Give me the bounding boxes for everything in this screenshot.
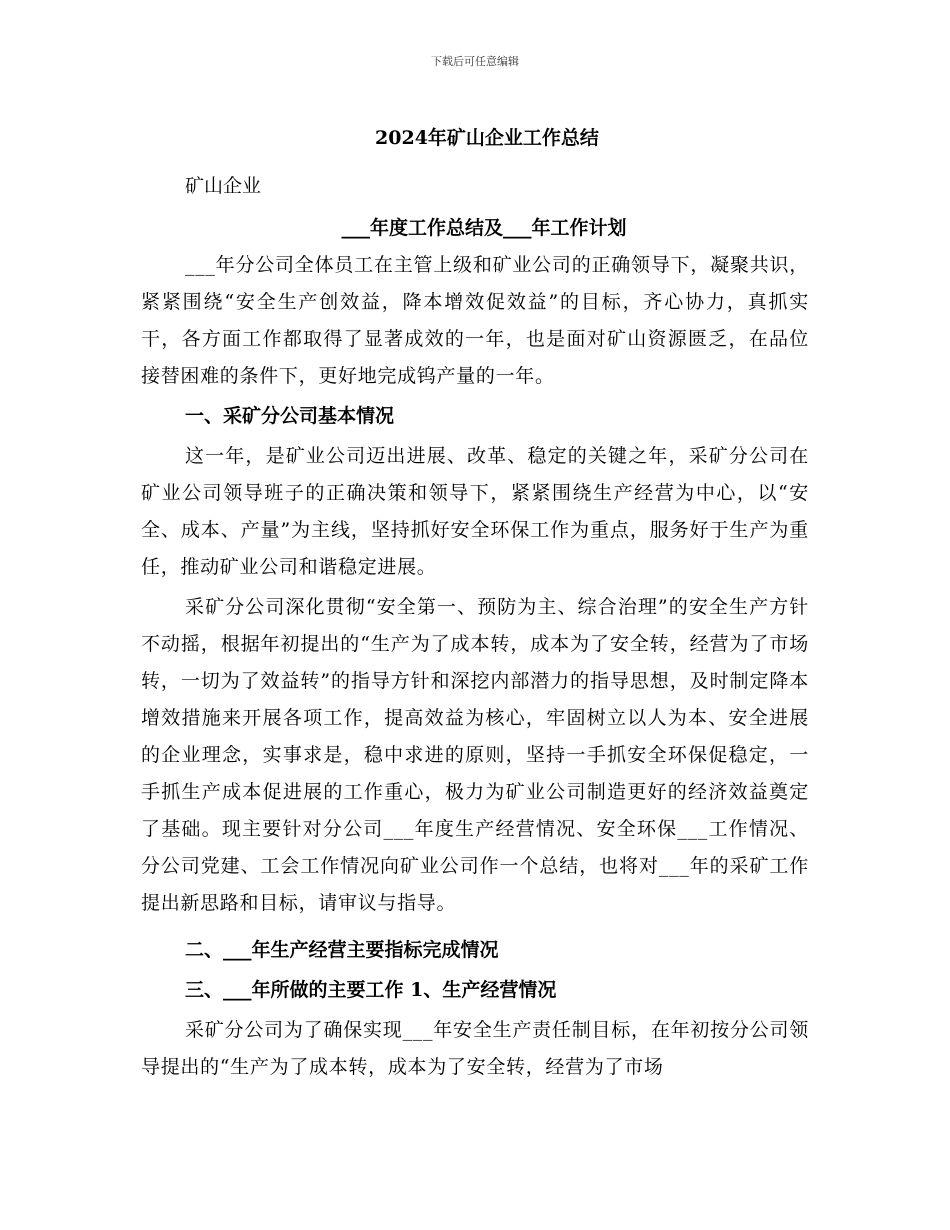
document-title: 2024年矿山企业工作总结	[375, 127, 599, 149]
document-subtitle: ___年度工作总结及___年工作计划	[341, 217, 627, 239]
section-1-heading: 一、采矿分公司基本情况	[185, 405, 395, 427]
intro-paragraph: ___年分公司全体员工在主管上级和矿业公司的正确领导下，凝聚共识，紧紧围绕“安全生产创效益，降本增效促效益”的目标，齐心协力，真抓实干，各方面工作都取得了显著成效的一年，也是面对矿山资源匮乏，在品位接替困难的条件下，更好地完成钨产量的一年。	[141, 254, 809, 387]
section-1-paragraph-1: 这一年，是矿业公司迈出进展、改革、稳定的关键之年，采矿分公司在矿业公司领导班子的正确决策和领导下，紧紧围绕生产经营为中心，以“安全、成本、产量”为主线，坚持抓好安全环保工作为重点，服务好于生产为重任，推动矿业公司和谐稳定进展。	[141, 445, 809, 578]
section-1-paragraph-2: 采矿分公司深化贯彻“安全第一、预防为主、综合治理”的安全生产方针不动摇，根据年初提出的“生产为了成本转，成本为了安全转，经营为了市场转，一切为了效益转”的指导方针和深挖内部潜力的指导思想，及时制定降本增效措施来开展各项工作，提高效益为核心，牢固树立以人为本、安全进展的企业理念，实事求是，稳中求进的原则，坚持一手抓安全环保促稳定，一手抓生产成本促进展的工作重心，极力为矿业公司制造更好的经济效益奠定了基础。现主要针对分公司___年度生产经营情况、安全环保___工作情况、分公司党建、工会工作情况向矿业公司作一个总结，也将对___年的采矿工作提出新思路和目标，请审议与指导。	[141, 596, 809, 914]
page-header-note: 下载后可任意编辑	[431, 55, 519, 68]
section-3-heading: 三、___年所做的主要工作 1、生产经营情况	[185, 979, 557, 1001]
document-body	[141, 122, 809, 1089]
document-author: 矿山企业	[185, 175, 262, 197]
section-3-paragraph-1: 采矿分公司为了确保实现___年安全生产责任制目标，在年初按分公司领导提出的“生产为了成本转，成本为了安全转，经营为了市场	[141, 1019, 809, 1078]
section-2-heading: 二、___年生产经营主要指标完成情况	[185, 939, 499, 961]
